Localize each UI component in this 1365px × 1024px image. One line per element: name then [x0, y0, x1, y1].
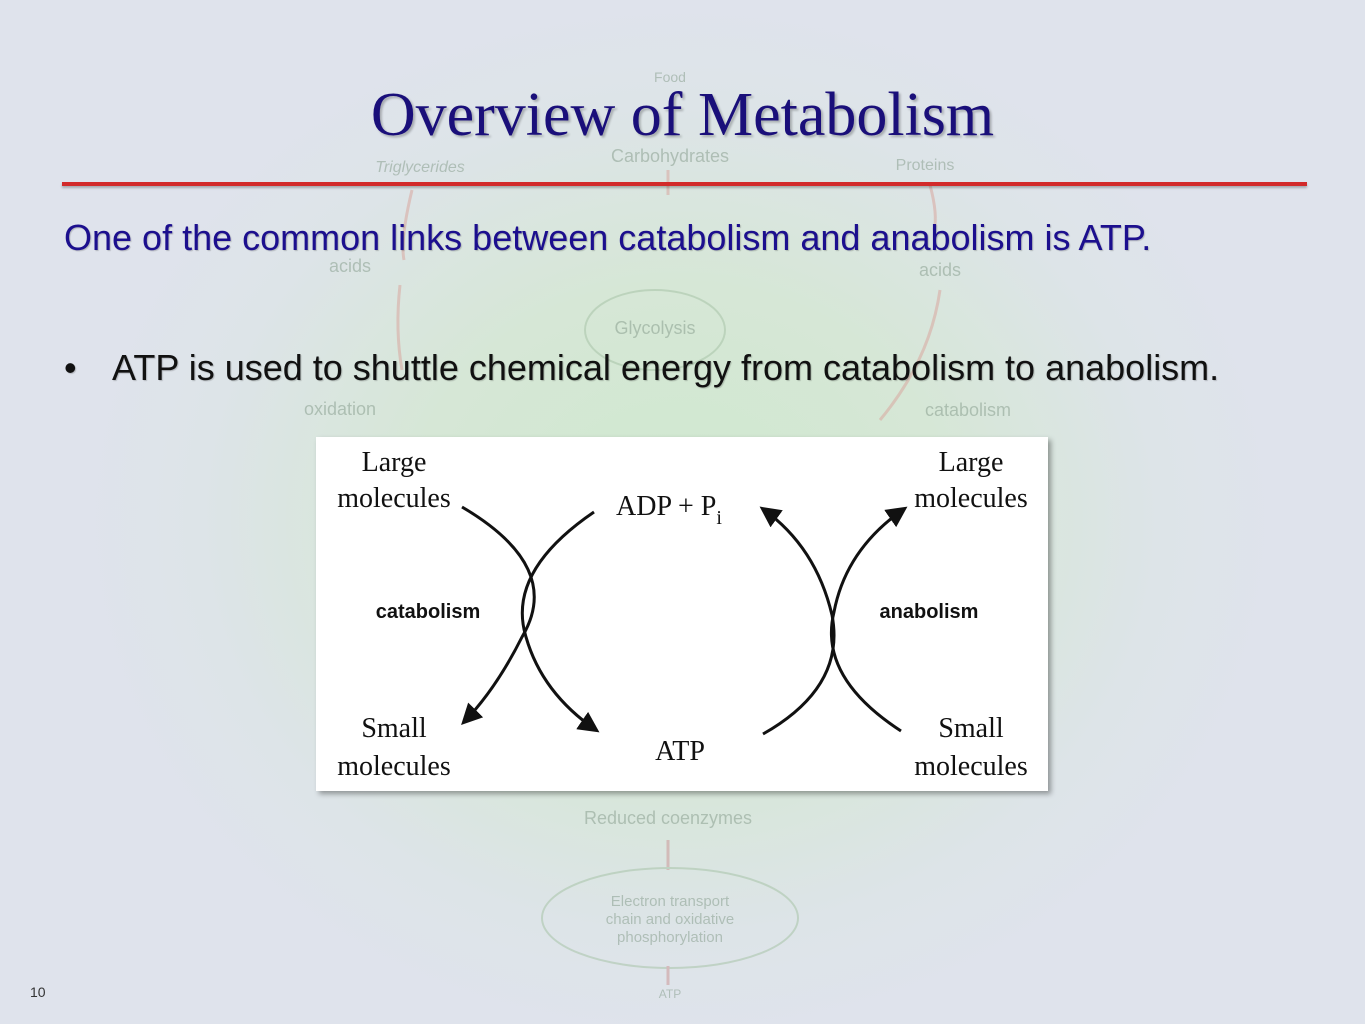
bottom-right-label-2: molecules [914, 751, 1028, 782]
slide-number: 10 [30, 984, 46, 1000]
bottom-right-label-1: Small [938, 713, 1004, 744]
bg-carbohydrates-label: Carbohydrates [610, 146, 730, 166]
atp-cycle-diagram [316, 437, 1048, 791]
bg-glycolysis-label: Glycolysis [614, 318, 696, 338]
bullet-item [64, 346, 1304, 390]
bg-etc-line2: chain and oxidative [605, 911, 735, 928]
bg-oxidation-label: oxidation [303, 399, 377, 419]
bullet-marker: • [64, 347, 77, 388]
title-divider [62, 182, 1307, 186]
bottom-left-label-2: molecules [337, 751, 451, 782]
top-left-label-1: Large [361, 447, 427, 478]
adp-to-atp-arrow [522, 512, 596, 730]
bg-etc-line1: Electron transport [610, 893, 730, 910]
adp-pi-label: ADP + $P_i$ [616, 491, 722, 529]
bg-amino-acids-label: acids [918, 260, 962, 280]
bg-etc-line3: phosphorylation [617, 929, 723, 946]
anabolism-label: anabolism [879, 601, 979, 623]
atp-label: ATP [655, 736, 705, 767]
slide-title: Overview of Metabolism [370, 81, 995, 149]
atp-to-adp-arrow [763, 509, 834, 734]
bg-proteins-label: Proteins [895, 157, 955, 174]
top-left-label-2: molecules [337, 483, 451, 514]
top-right-label-1: Large [938, 447, 1004, 478]
bg-catabolism-label: catabolism [924, 400, 1012, 420]
bullet-text: ATP is used to shuttle chemical energy from catabolism to anabolism. [112, 347, 1220, 388]
bg-reduced-coenzymes-label: Reduced coenzymes [583, 808, 753, 828]
bg-atp-label: ATP [658, 987, 682, 1001]
atp-cycle-figure [316, 437, 1048, 791]
bottom-left-label-1: Small [361, 713, 427, 744]
top-right-label-2: molecules [914, 483, 1028, 514]
bg-food-label: Food [654, 69, 686, 85]
catabolism-label: catabolism [375, 601, 481, 623]
intro-text: One of the common links between catabolism and anabolism is ATP. [64, 217, 1152, 258]
bg-fatty-acids-label: acids [328, 256, 372, 276]
bg-triglycerides-label: Triglycerides [375, 159, 465, 176]
